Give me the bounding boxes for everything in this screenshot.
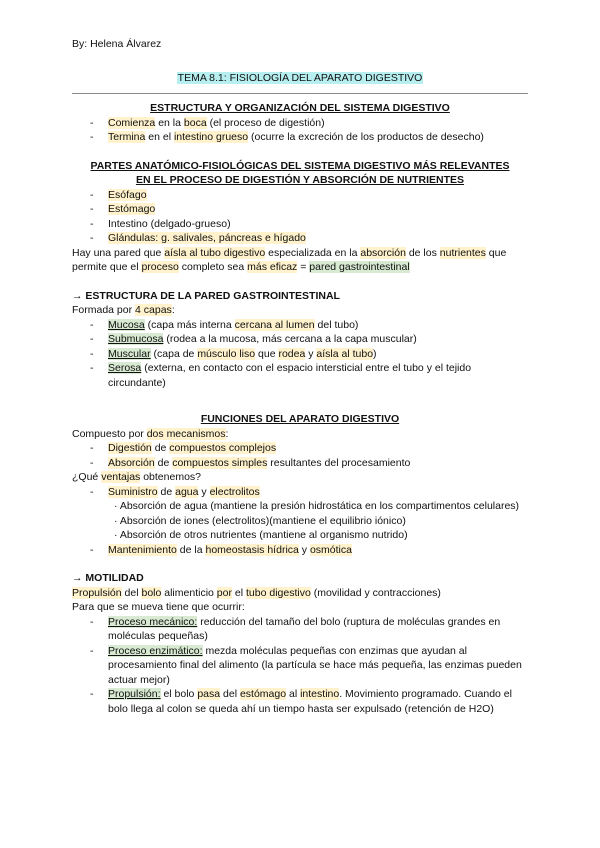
text: (capa de bbox=[150, 347, 198, 360]
list-item bbox=[72, 188, 528, 203]
sub-item: · Absorción de otros nutrientes (mantiene al organismo nutrido) bbox=[114, 529, 408, 541]
text: Intestino (delgado-grueso) bbox=[108, 217, 231, 230]
text: en el bbox=[145, 131, 174, 143]
title-wrap bbox=[72, 71, 528, 86]
list-item bbox=[72, 318, 528, 333]
advantages-question bbox=[72, 470, 528, 485]
highlight: bolo bbox=[141, 586, 162, 599]
highlight: por bbox=[216, 586, 232, 599]
highlight: pasa bbox=[197, 688, 221, 700]
text: Formada por bbox=[72, 304, 136, 316]
text: ¿Qué bbox=[72, 471, 102, 483]
list-item bbox=[72, 687, 528, 716]
wall-layers-list bbox=[72, 318, 528, 391]
list-item bbox=[72, 361, 528, 390]
highlight-green: Muscular bbox=[108, 347, 151, 360]
text: : bbox=[171, 304, 175, 316]
highlight: intestino grueso bbox=[173, 131, 249, 143]
highlight: cercana al lumen bbox=[234, 318, 315, 331]
text: el bolo bbox=[160, 688, 198, 700]
wall-intro bbox=[72, 303, 528, 318]
highlight-green: pared gastrointestinal bbox=[309, 261, 410, 273]
text: (rodea a la mucosa, más cercana a la capa muscular) bbox=[163, 333, 417, 345]
text: al bbox=[286, 688, 301, 700]
highlight-green: Proceso mecánico: bbox=[108, 615, 198, 628]
highlight: Propulsión bbox=[72, 586, 122, 599]
text: (capa más interna bbox=[144, 318, 235, 331]
motility-list bbox=[72, 615, 528, 717]
text: en la bbox=[155, 116, 184, 129]
list-item bbox=[72, 231, 528, 246]
highlight: compuestos complejos bbox=[169, 442, 277, 454]
text: y bbox=[298, 543, 310, 556]
text: de los bbox=[405, 246, 440, 259]
text: del bbox=[121, 586, 142, 599]
title-divider bbox=[72, 93, 528, 94]
highlight: proceso bbox=[141, 261, 179, 273]
highlight: Termina bbox=[108, 131, 146, 143]
highlight-green: Submucosa bbox=[108, 333, 164, 345]
text: reducción del tamaño del bolo (ruptura de moléculas grandes en moléculas pequeñas) bbox=[108, 615, 501, 642]
highlight: 4 capas bbox=[135, 304, 172, 316]
section-heading-wall: → ESTRUCTURA DE LA PARED GASTROINTESTINAL bbox=[72, 289, 340, 302]
highlight: músculo liso bbox=[197, 347, 256, 360]
highlight: intestino bbox=[300, 688, 340, 700]
highlight: Mantenimiento bbox=[108, 543, 177, 556]
highlight: compuestos simples bbox=[172, 456, 268, 469]
text: alimenticio bbox=[161, 586, 217, 599]
section-heading-structure: ESTRUCTURA Y ORGANIZACIÓN DEL SISTEMA DIGESTIVO bbox=[150, 102, 450, 114]
text: especializada en la bbox=[265, 246, 361, 259]
highlight: Digestión bbox=[108, 442, 152, 454]
highlight: Absorción bbox=[108, 456, 155, 469]
text: de bbox=[154, 456, 173, 469]
list-item bbox=[72, 441, 528, 456]
text: mezda moléculas pequeñas con enzimas que ayudan al procesamiento final del alimento (la partícula se hace más pequeña, las enzimas pueden actuar mejor) bbox=[108, 644, 522, 686]
highlight: homeostasis hídrica bbox=[205, 543, 299, 556]
text: de bbox=[151, 442, 170, 454]
text: y bbox=[198, 485, 210, 498]
list-item bbox=[72, 485, 528, 500]
highlight: Esófago bbox=[108, 188, 147, 201]
text: el bbox=[231, 586, 246, 599]
author-line: By: Helena Álvarez bbox=[72, 38, 162, 50]
highlight: estómago bbox=[239, 688, 287, 700]
text: del tubo) bbox=[314, 318, 359, 331]
text: obtenemos? bbox=[140, 471, 202, 483]
text: que bbox=[255, 347, 279, 360]
list-item bbox=[72, 332, 528, 347]
highlight: Estómago bbox=[108, 203, 156, 215]
page-title: TEMA 8.1: FISIOLOGÍA DEL APARATO DIGESTIVO bbox=[177, 72, 423, 84]
list-item bbox=[72, 347, 528, 362]
text: . Movimiento programado. Cuando el bolo llega al colon se queda ahí un tiempo hasta ser expulsado (retención de H2O) bbox=[108, 688, 512, 715]
highlight: más eficaz bbox=[247, 261, 298, 273]
highlight: aísla al tubo bbox=[316, 347, 374, 360]
mechanisms-list bbox=[72, 441, 528, 470]
list-item bbox=[72, 456, 528, 471]
section-heading-parts-2: EN EL PROCESO DE DIGESTIÓN Y ABSORCIÓN DE NUTRIENTES bbox=[135, 174, 465, 186]
section-heading-parts-1: PARTES ANATÓMICO-FISIOLÓGICAS DEL SISTEMA DIGESTIVO MÁS RELEVANTES bbox=[90, 159, 510, 172]
list-item bbox=[72, 543, 528, 558]
motility-paragraph bbox=[72, 586, 528, 601]
functions-intro bbox=[72, 427, 528, 442]
highlight: electrolitos bbox=[209, 485, 260, 498]
highlight: absorción bbox=[360, 246, 406, 259]
highlight: Suministro bbox=[108, 485, 158, 498]
highlight: Glándulas: g. salivales, páncreas e hígado bbox=[108, 232, 306, 244]
text: (ocurre la excreción de los productos de desecho) bbox=[248, 131, 484, 143]
section-heading-motility: → MOTILIDAD bbox=[72, 572, 144, 584]
list-item bbox=[72, 130, 528, 145]
highlight: boca bbox=[183, 116, 207, 129]
text: (externa, en contacto con el espacio intersticial entre el tubo y el tejido circundante) bbox=[108, 362, 472, 389]
text: resultantes del procesamiento bbox=[267, 456, 411, 469]
parts-list bbox=[72, 188, 528, 246]
document-body bbox=[72, 101, 528, 716]
highlight: rodea bbox=[278, 347, 306, 360]
section-heading-functions: FUNCIONES DEL APARATO DIGESTIVO bbox=[200, 413, 400, 425]
text: de bbox=[157, 485, 176, 498]
advantages-list-2 bbox=[72, 543, 528, 558]
text: : bbox=[225, 427, 229, 440]
text: y bbox=[305, 347, 317, 360]
text: (movilidad y contracciones) bbox=[310, 586, 441, 599]
highlight: osmótica bbox=[309, 543, 352, 556]
text: = bbox=[297, 261, 310, 273]
highlight: ventajas bbox=[101, 471, 141, 483]
text: Hay una pared que bbox=[72, 246, 165, 259]
highlight: dos mecanismos bbox=[146, 427, 226, 440]
highlight-green: Proceso enzimático: bbox=[108, 644, 203, 657]
highlight: nutrientes bbox=[439, 246, 486, 259]
highlight-green: Mucosa bbox=[108, 318, 145, 331]
text: ) bbox=[373, 347, 377, 360]
text: Compuesto por bbox=[72, 427, 147, 440]
list-item bbox=[72, 644, 528, 688]
sub-item: · Absorción de iones (electrolitos)(mantiene el equilibrio iónico) bbox=[114, 514, 406, 527]
list-item bbox=[72, 217, 528, 232]
structure-list bbox=[72, 116, 528, 145]
text: completo sea bbox=[178, 261, 248, 273]
motility-intro: Para que se mueva tiene que ocurrir: bbox=[72, 601, 245, 613]
text: del bbox=[220, 688, 240, 700]
text: (el proceso de digestión) bbox=[206, 116, 325, 129]
highlight: agua bbox=[175, 485, 199, 498]
parts-paragraph bbox=[72, 246, 528, 275]
list-item bbox=[72, 202, 528, 217]
highlight: tubo digestivo bbox=[246, 586, 311, 599]
highlight: aísla al tubo digestivo bbox=[164, 246, 266, 259]
advantages-list bbox=[72, 485, 528, 500]
highlight: Comienza bbox=[108, 116, 156, 129]
highlight-green: Propulsión: bbox=[108, 688, 161, 700]
sub-item: · Absorción de agua (mantiene la presión hidrostática en los compartimentos celulares) bbox=[114, 500, 520, 512]
text: que permite que el bbox=[72, 246, 507, 273]
highlight-green: Serosa bbox=[108, 362, 142, 374]
list-item bbox=[72, 615, 528, 644]
list-item bbox=[72, 116, 528, 131]
text: de la bbox=[176, 543, 206, 556]
